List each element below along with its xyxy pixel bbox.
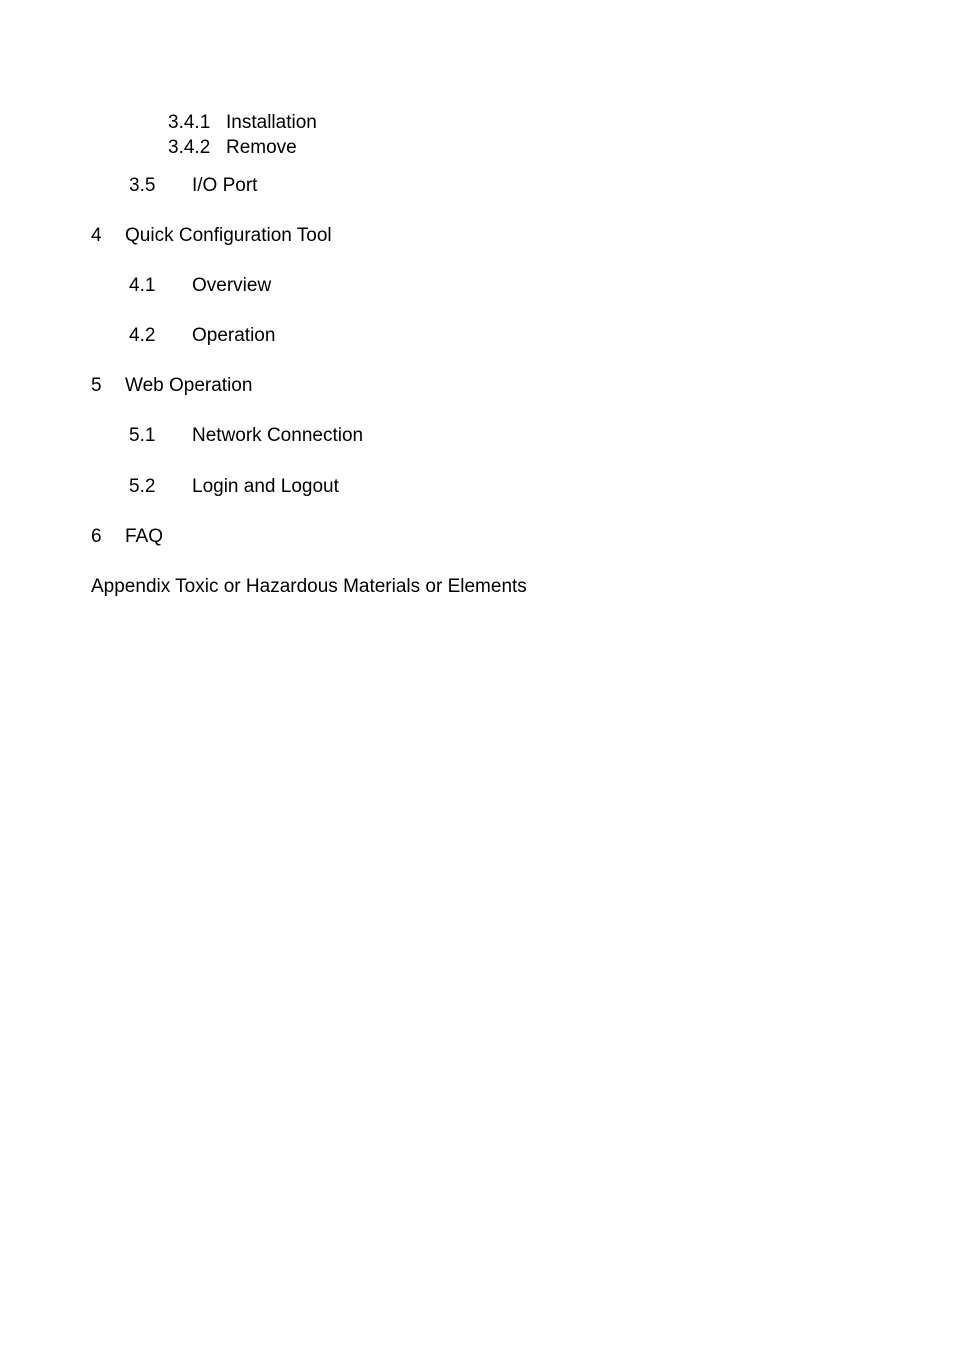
toc-entry-number: 3.4.2 bbox=[168, 137, 211, 158]
toc-entry-number: 3.4.1 bbox=[168, 112, 211, 133]
toc-appendix-title: Appendix Toxic or Hazardous Materials or Elements bbox=[91, 576, 527, 597]
toc-entry-title: FAQ bbox=[125, 526, 164, 547]
toc-entry-title: Operation bbox=[192, 325, 276, 346]
toc-entry-number: 3.5 bbox=[129, 175, 156, 196]
toc-entry-number: 4.2 bbox=[129, 325, 156, 346]
toc-entry-title: Installation bbox=[226, 112, 317, 133]
toc-entry-title: Web Operation bbox=[125, 375, 253, 396]
toc-entry-title: Quick Configuration Tool bbox=[125, 225, 332, 246]
toc-entry-number: 5.2 bbox=[129, 476, 156, 497]
toc-entry-title: Login and Logout bbox=[192, 476, 339, 497]
toc-entry-appendix[interactable] bbox=[91, 576, 527, 598]
toc-entry-title: Network Connection bbox=[192, 425, 364, 446]
toc-entry-title: I/O Port bbox=[192, 175, 258, 196]
toc-entry-title: Remove bbox=[226, 137, 297, 158]
toc-entry-number: 6 bbox=[91, 526, 102, 547]
toc-entry-number: 5 bbox=[91, 375, 102, 396]
toc-entry-number: 4 bbox=[91, 225, 102, 246]
toc-entry-number: 4.1 bbox=[129, 275, 156, 296]
toc-entry-title: Overview bbox=[192, 275, 272, 296]
toc-entry-number: 5.1 bbox=[129, 425, 156, 446]
